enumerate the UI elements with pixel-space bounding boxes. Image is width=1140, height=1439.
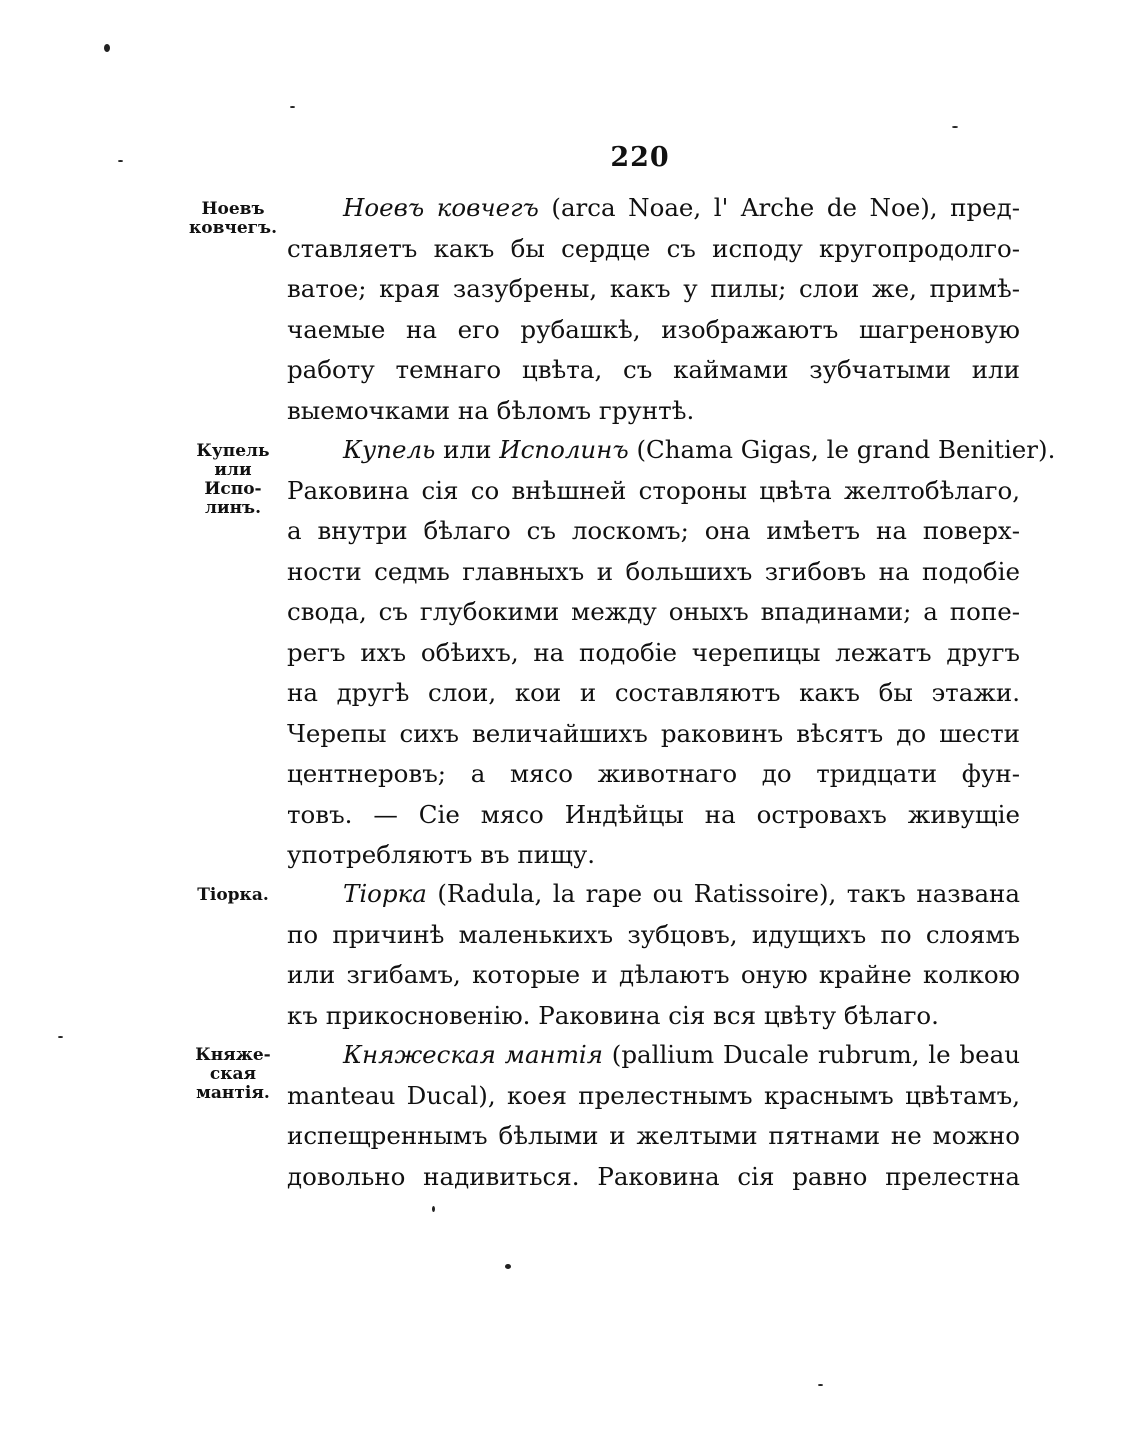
text-line: регъ ихъ обѣихъ, на подобіе черепицы лежатъ другъ <box>287 637 1020 667</box>
paragraph-knyazheskaya-mantiya <box>287 1035 1020 1197</box>
text-line: ставляетъ какъ бы сердце съ исподу кругопродолго- <box>287 233 1020 263</box>
line-text: (Chama Gigas, le grand Benitier). <box>628 435 1056 464</box>
text-line: свода, съ глубокими между оныхъ впадинами; а попе- <box>287 597 1020 626</box>
entry-term-alt: Исполинъ <box>499 435 629 464</box>
text-line: или згибамъ, которые и дѣлаютъ оную крайне колкою <box>287 960 1020 989</box>
entry-term: Купель <box>343 435 436 464</box>
text-line <box>287 874 1020 915</box>
scan-speck <box>818 1384 823 1386</box>
entry-term: Княжеская мантія <box>343 1040 603 1069</box>
text-line: работу темнаго цвѣта, съ каймами зубчатыми или <box>287 355 1020 384</box>
line-text: или <box>435 435 500 464</box>
text-line: товъ. — Сіе мясо Индѣйцы на островахъ живущіе <box>287 799 1020 829</box>
text-line: manteau Ducal), коея прелестнымъ краснымъ цвѣтамъ, <box>287 1080 1020 1110</box>
margin-note-noevy-kovcheg <box>186 200 280 238</box>
margin-note-line: Ноевъ <box>201 199 265 219</box>
margin-note-line: ская <box>209 1064 257 1084</box>
text-line <box>287 1035 1020 1076</box>
scan-speck <box>58 1036 63 1038</box>
text-line: къ прикосновенію. Раковина сія вся цвѣту бѣлаго. <box>287 1000 939 1030</box>
text-line <box>287 188 1020 229</box>
margin-note-line: или Испо- <box>204 460 262 499</box>
paragraph-tiorka <box>287 874 1020 1036</box>
scan-speck <box>952 126 958 128</box>
line-text: (pallium Ducale rubrum, le beau <box>603 1040 1020 1069</box>
margin-note-line: мантія. <box>196 1083 270 1103</box>
page-number: 220 <box>610 142 670 173</box>
text-line: испещреннымъ бѣлыми и желтыми пятнами не можно <box>287 1121 1020 1150</box>
scan-speck <box>104 44 110 52</box>
text-line: употребляютъ въ пищу. <box>287 840 596 869</box>
text-line: довольно надивиться. Раковина сія равно прелестна <box>287 1161 1020 1191</box>
scan-speck <box>432 1206 435 1212</box>
margin-note-line: Княже- <box>195 1045 271 1065</box>
entry-term: Тіорка <box>343 879 427 908</box>
line-text: (Radula, la rape ou Ratissoire), такъ названа <box>426 879 1020 908</box>
scan-speck <box>290 106 295 108</box>
text-line: выемочками на бѣломъ грунтѣ. <box>287 395 695 425</box>
text-line: а внутри бѣлаго съ лоскомъ; она имѣетъ на поверх- <box>287 516 1020 545</box>
margin-note-line: линъ. <box>205 498 261 518</box>
text-line: ности седмь главныхъ и большихъ згибовъ на подобіе <box>287 556 1020 586</box>
text-line: Раковина сія со внѣшней стороны цвѣта желтобѣлаго, <box>287 475 1020 505</box>
text-line: ватое; края зазубрены, какъ у пилы; слои же, примѣ- <box>287 274 1020 303</box>
paragraph-kupel <box>287 430 1056 876</box>
margin-note-knyazheskaya-mantiya <box>186 1046 280 1103</box>
paragraph-noevy-kovcheg <box>287 188 1020 431</box>
margin-note-line: ковчегъ. <box>188 218 278 238</box>
margin-note-line: Тіорка. <box>197 885 269 905</box>
text-line: чаемые на его рубашкѣ, изображаютъ шагреновую <box>287 314 1020 344</box>
scan-speck <box>118 160 123 162</box>
margin-note-kupel <box>186 442 280 518</box>
text-line: Черепы сихъ величайшихъ раковинъ вѣсятъ до шести <box>287 718 1020 748</box>
entry-term: Ноевъ ковчегъ <box>343 193 539 222</box>
line-text: (arca Noae, l' Arche de Noe), пред- <box>538 193 1020 222</box>
text-line: по причинѣ маленькихъ зубцовъ, идущихъ по слоямъ <box>287 919 1020 949</box>
margin-note-tiorka <box>186 886 280 905</box>
margin-note-line: Купель <box>196 441 270 461</box>
text-line <box>287 430 1056 471</box>
text-line: на другѣ слои, кои и составляютъ какъ бы этажи. <box>287 678 1020 707</box>
scan-speck <box>505 1264 511 1269</box>
text-line: центнеровъ; а мясо животнаго до тридцати фун- <box>287 759 1020 788</box>
